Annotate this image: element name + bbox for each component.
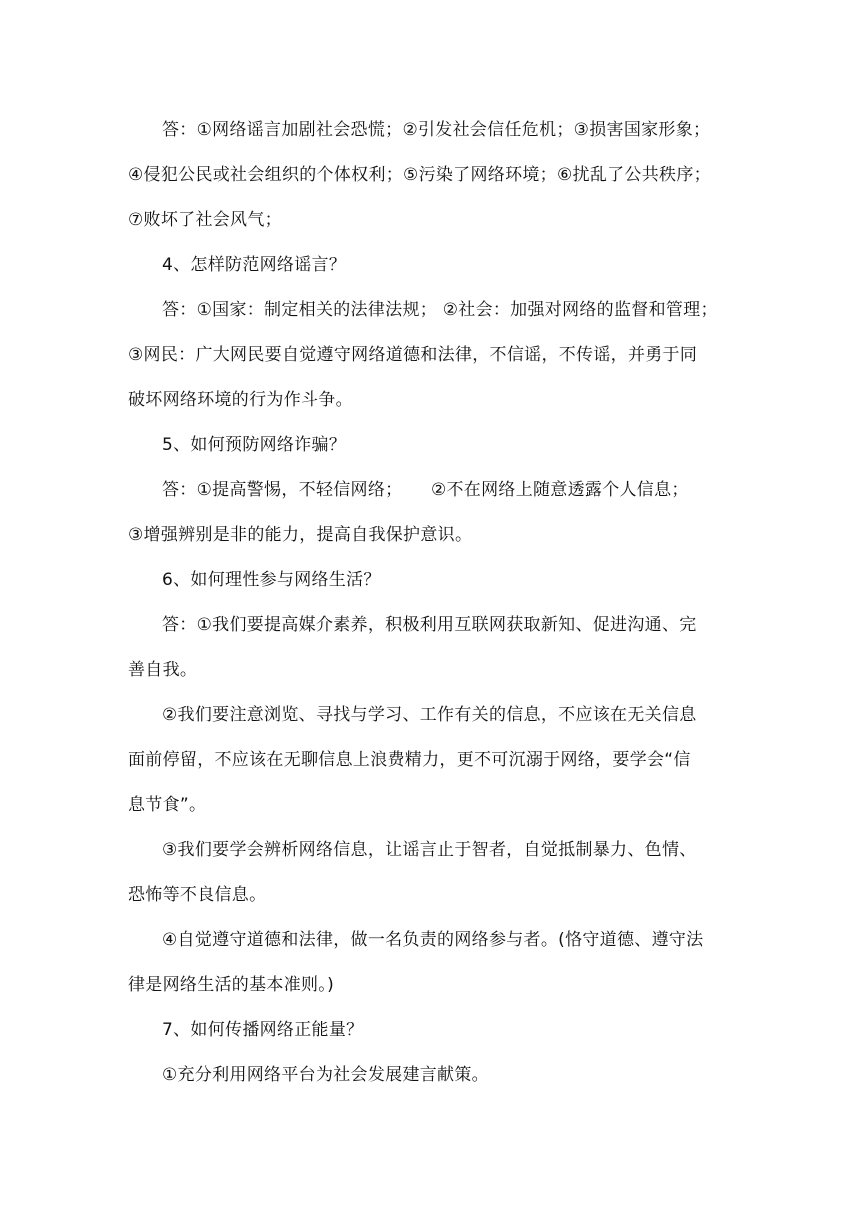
answer-line: 律是网络生活的基本准则。) (128, 975, 335, 995)
answer-line: ④侵犯公民或社会组织的个体权利；⑤污染了网络环境；⑥扰乱了公共秩序； (128, 165, 711, 185)
answer-line: 破坏网络环境的行为作斗争。 (128, 390, 353, 410)
question-heading: 4、怎样防范网络谣言？ (162, 255, 347, 275)
answer-line: 答：①国家：制定相关的法律法规； ②社会：加强对网络的监督和管理； (162, 300, 718, 320)
answer-line: 答：①提高警惕，不轻信网络； ②不在网络上随意透露个人信息； (162, 480, 689, 500)
answer-line: ③我们要学会辨析网络信息，让谣言止于智者，自觉抵制暴力、色情、 (162, 840, 697, 860)
answer-line: ③网民：广大网民要自觉遵守网络道德和法律，不信谣，不传谣，并勇于同 (128, 345, 698, 365)
answer-line: ①充分利用网络平台为社会发展建言献策。 (162, 1065, 489, 1085)
question-heading: 6、如何理性参与网络生活？ (162, 570, 381, 590)
answer-line: 答：①网络谣言加剧社会恐慌；②引发社会信任危机；③损害国家形象； (162, 120, 711, 140)
question-heading: 7、如何传播网络正能量？ (162, 1020, 364, 1040)
answer-line: 答：①我们要提高媒介素养，积极利用互联网获取新知、促进沟通、完 (162, 615, 697, 635)
answer-line: 面前停留，不应该在无聊信息上浪费精力，更不可沉溺于网络，要学会“信 (128, 750, 691, 770)
answer-line: ③增强辨别是非的能力，提高自我保护意识。 (128, 525, 473, 545)
answer-line: 恐怖等不良信息。 (128, 885, 267, 905)
answer-line: ④自觉遵守道德和法律，做一名负责的网络参与者。(恪守道德、遵守法 (162, 930, 704, 950)
answer-line: 善自我。 (128, 660, 198, 680)
answer-line: ②我们要注意浏览、寻找与学习、工作有关的信息，不应该在无关信息 (162, 705, 697, 725)
document-body (128, 108, 732, 1098)
question-heading: 5、如何预防网络诈骗？ (162, 435, 347, 455)
answer-line: 息节食”。 (128, 795, 207, 815)
answer-line: ⑦败坏了社会风气； (128, 210, 282, 230)
